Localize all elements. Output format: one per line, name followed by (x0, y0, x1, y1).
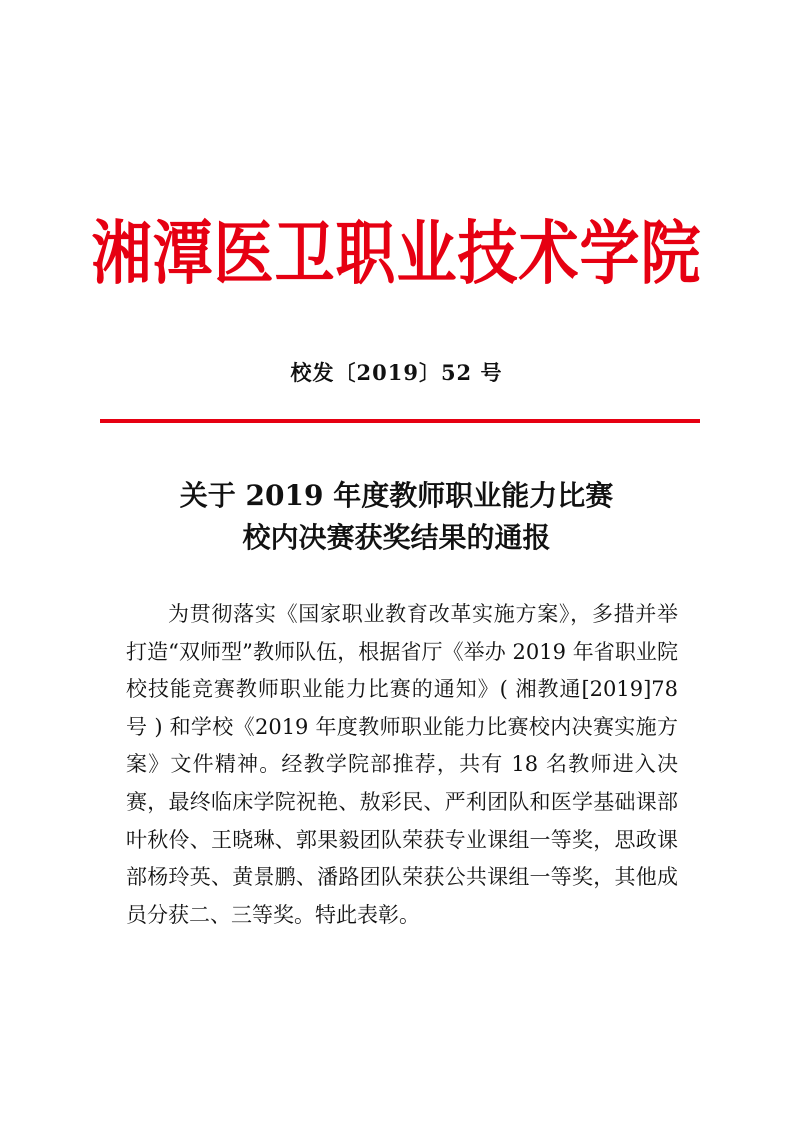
body-paragraph: 为贯彻落实《国家职业教育改革实施方案》，多措并举打造“双师型”教师队伍，根据省厅《举办 2019 年省职业院校技能竞赛教师职业能力比赛的通知》( 湘教通[2019]78 号 ) 和学校《2019 年度教师职业能力比赛校内决赛实施方案》文件精神。经教学院部推荐，共有 18 名教师进入决赛，最终临床学院祝艳、敖彩民、严利团队和医学基础课部叶秋伶、王晓琳、郭果毅团队荣获专业课组一等奖，思政课部杨玲英、黄景鹏、潘路团队荣获公共课组一等奖，其他成员分获二、三等奖。特此表彰。 (126, 602, 678, 927)
title-line-2: 校内决赛获奖结果的通报 (242, 521, 551, 554)
title-line-1: 关于 2019 年度教师职业能力比赛 (179, 479, 614, 512)
red-divider-line (100, 419, 700, 423)
document-number: 校发〔2019〕52 号 (290, 360, 503, 385)
document-title (0, 475, 793, 559)
institution-masthead: 湘潭医卫职业技术学院 (91, 213, 702, 295)
